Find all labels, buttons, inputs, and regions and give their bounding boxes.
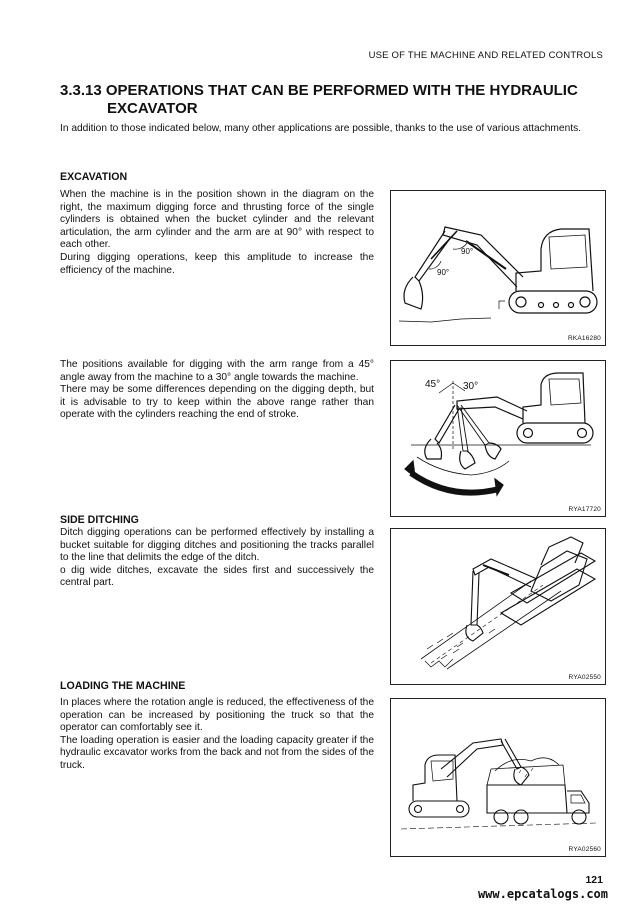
figure-code: RYA02560 bbox=[568, 846, 601, 853]
angle-label-lower: 90° bbox=[437, 268, 450, 277]
figure-code: RYA17720 bbox=[568, 506, 601, 513]
excavation-figure bbox=[390, 190, 606, 346]
side-ditching-paragraph-2: o dig wide ditches, excavate the sides first and successively the central part. bbox=[60, 564, 374, 589]
arm-range-text bbox=[60, 359, 374, 422]
angle-label-30: 30° bbox=[463, 381, 479, 392]
loading-paragraph-2: The loading operation is easier and the loading capacity greater if the hydraulic excavator works from the back and not from the sides of the truck. bbox=[60, 734, 374, 771]
loading-figure bbox=[390, 698, 606, 857]
arm-range-illustration bbox=[391, 361, 605, 516]
side-ditching-text bbox=[60, 527, 374, 590]
excavation-paragraph-1: When the machine is in the position shown in the diagram on the right, the maximum digging force and thrusting force of the single cylinders is obtained when the bucket cylinder and the relevant articulation, the arm cylinder and the arm are at 90° with respect to each other. bbox=[60, 189, 374, 251]
intro-paragraph: In addition to those indicated below, many other applications are possible, thanks to the use of various attachments. bbox=[60, 123, 582, 134]
loading-illustration bbox=[391, 699, 605, 856]
loading-paragraph-1: In places where the rotation angle is reduced, the effectiveness of the operation can be increased by positioning the truck so that the operator can comfortably see it. bbox=[60, 697, 374, 734]
loading-heading: LOADING THE MACHINE bbox=[60, 680, 186, 692]
section-title-line-2: EXCAVATOR bbox=[107, 100, 198, 117]
arm-range-paragraph-2: There may be some differences depending on the digging depth, but it is advisable to try to keep within the above range rather than operate with the cylinders reaching the end of stroke. bbox=[60, 384, 374, 421]
watermark-text: www.epcatalogs.com bbox=[477, 887, 608, 901]
side-ditching-illustration bbox=[391, 529, 605, 684]
figure-code: RKA16280 bbox=[567, 335, 601, 342]
excavation-illustration bbox=[391, 191, 605, 345]
loading-text bbox=[60, 697, 374, 773]
excavation-paragraph-2: During digging operations, keep this amplitude to increase the efficiency of the machine. bbox=[60, 251, 374, 276]
side-ditching-figure bbox=[390, 528, 606, 685]
angle-label-45: 45° bbox=[425, 379, 441, 390]
side-ditching-heading: SIDE DITCHING bbox=[60, 514, 139, 526]
side-ditching-paragraph-1: Ditch digging operations can be performed effectively by installing a bucket suitable for digging ditches and positioning the tracks parallel to the line that delimits the edge of the ditch. bbox=[60, 527, 374, 564]
figure-code: RYA02550 bbox=[568, 674, 601, 681]
arm-range-paragraph-1: The positions available for digging with the arm range from a 45° angle away from the machine to a 30° angle towards the machine. bbox=[60, 359, 374, 383]
section-title bbox=[60, 82, 620, 118]
angle-label-upper: 90° bbox=[461, 247, 474, 256]
arm-range-figure bbox=[390, 360, 606, 517]
section-title-line-1: 3.3.13 OPERATIONS THAT CAN BE PERFORMED WITH THE HYDRAULIC bbox=[60, 82, 578, 99]
excavation-heading: EXCAVATION bbox=[60, 171, 128, 183]
page-number: 121 bbox=[585, 874, 603, 886]
excavation-text bbox=[60, 189, 374, 277]
running-header: USE OF THE MACHINE AND RELATED CONTROLS bbox=[368, 50, 603, 61]
